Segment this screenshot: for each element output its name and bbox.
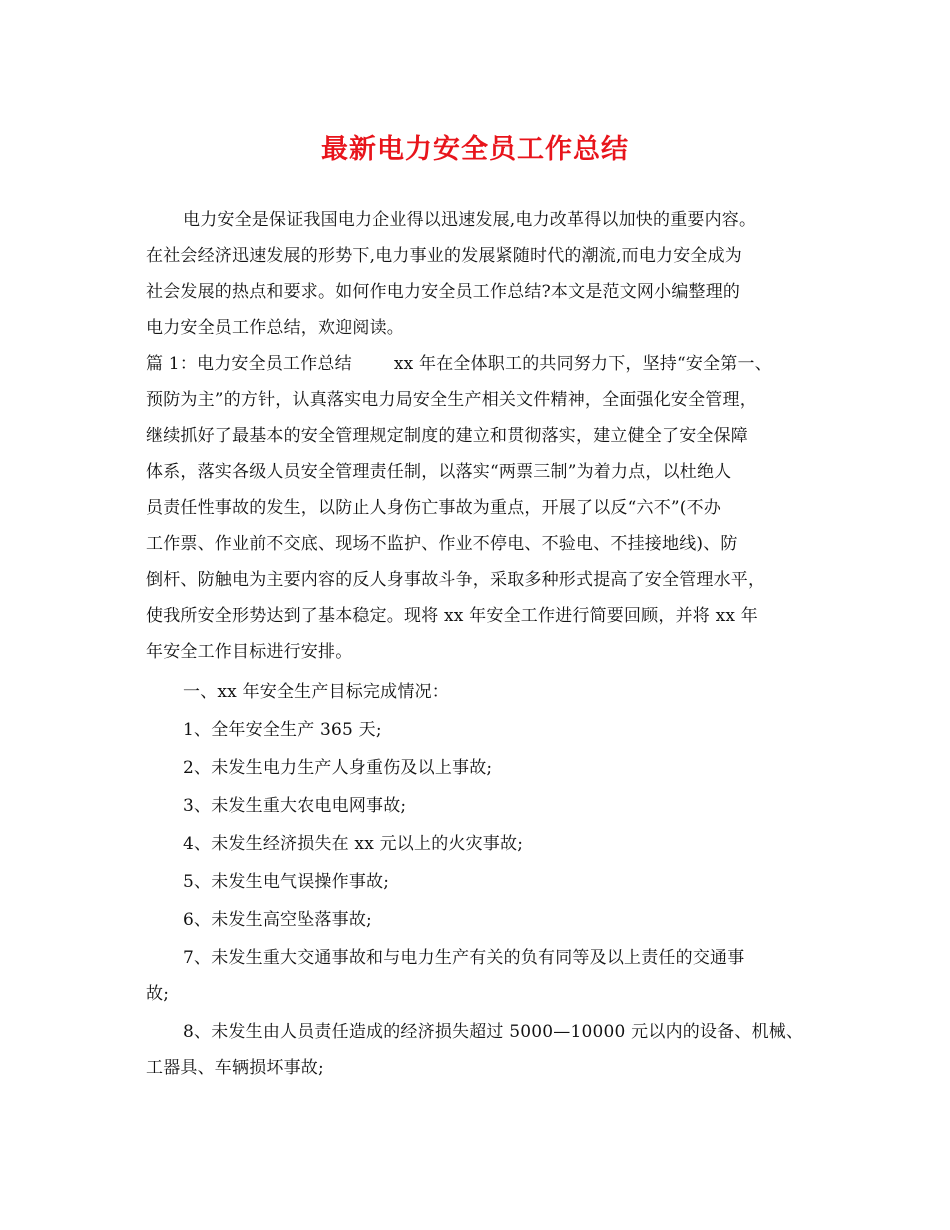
section-line: 使我所安全形势达到了基本稳定。现将 xx 年安全工作进行简要回顾，并将 xx 年 [146, 606, 758, 626]
goal-item: 8、未发生由人员责任造成的经济损失超过 5000—10000 元以内的设备、机械、 [183, 1022, 804, 1042]
section-line: 工作票、作业前不交底、现场不监护、作业不停电、不验电、不挂接地线)、防 [146, 534, 738, 554]
document-title: 最新电力安全员工作总结 [321, 134, 629, 165]
intro-line: 社会发展的热点和要求。如何作电力安全员工作总结?本文是范文网小编整理的 [146, 282, 741, 302]
section-line: 倒杆、防触电为主要内容的反人身事故斗争，采取多种形式提高了安全管理水平， [146, 570, 766, 590]
section-line: 体系，落实各级人员安全管理责任制，以落实“两票三制”为着力点，以杜绝人 [146, 462, 732, 482]
goal-item: 4、未发生经济损失在 xx 元以上的火灾事故; [183, 834, 524, 854]
goal-item-continuation: 工器具、车辆损坏事故; [146, 1058, 324, 1078]
section-line: 预防为主”的方针，认真落实电力局安全生产相关文件精神，全面强化安全管理， [146, 390, 757, 410]
goals-heading: 一、xx 年安全生产目标完成情况： [183, 682, 449, 702]
intro-line: 电力安全是保证我国电力企业得以迅速发展,电力改革得以加快的重要内容。 [183, 210, 757, 230]
section-line: 员责任性事故的发生，以防止人身伤亡事故为重点，开展了以反“六不”(不办 [146, 498, 722, 518]
goal-item: 3、未发生重大农电电网事故; [183, 796, 407, 816]
intro-line: 电力安全员工作总结，欢迎阅读。 [146, 318, 404, 338]
section-line: 继续抓好了最基本的安全管理规定制度的建立和贯彻落实，建立健全了安全保障 [146, 426, 748, 446]
goal-item: 2、未发生电力生产人身重伤及以上事故; [183, 758, 493, 778]
intro-line: 在社会经济迅速发展的形势下,电力事业的发展紧随时代的潮流,而电力安全成为 [146, 246, 743, 266]
section-line: 年安全工作目标进行安排。 [146, 642, 353, 662]
goal-item: 5、未发生电气误操作事故; [183, 872, 390, 892]
goal-item: 1、全年安全生产 365 天; [183, 720, 382, 740]
goal-item: 7、未发生重大交通事故和与电力生产有关的负有同等及以上责任的交通事 [183, 948, 745, 968]
goal-item: 6、未发生高空坠落事故; [183, 910, 372, 930]
section-line: xx 年在全体职工的共同努力下，坚持“安全第一、 [393, 354, 772, 374]
section-label: 篇 1：电力安全员工作总结 [146, 354, 352, 374]
goal-item-continuation: 故; [146, 984, 170, 1004]
section-first-line [146, 352, 772, 376]
